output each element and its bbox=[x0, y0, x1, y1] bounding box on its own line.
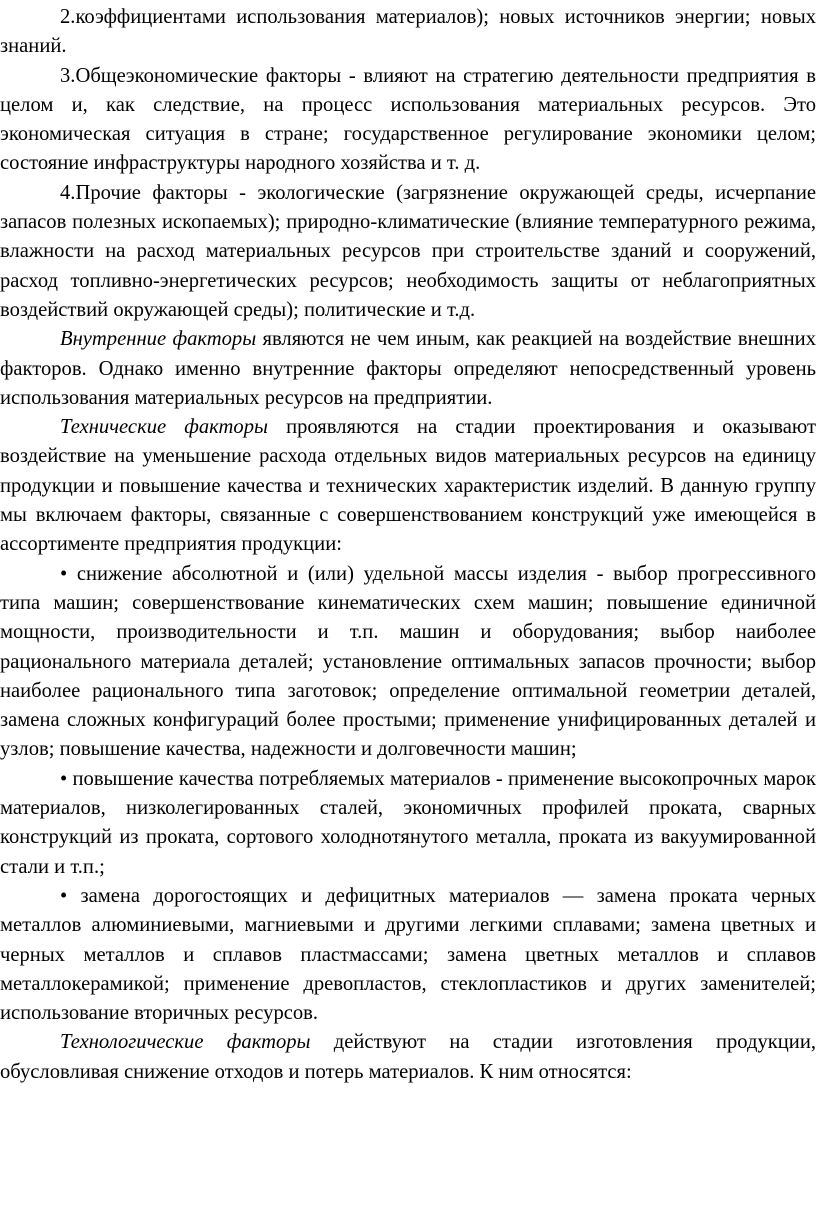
paragraph-text: • замена дорогостоящих и дефицитных материалов — замена проката черных металлов алюминиевыми, магниевыми и другими легкими сплавами; замена цветных и черных металлов и сплавов пластмассами; замена цветных металлов и сплавов металлокерамикой; применение древопластов, стеклопластиков и других заменителей; использование вторичных ресурсов. bbox=[0, 884, 816, 1025]
paragraph-technical-factors bbox=[0, 413, 816, 559]
paragraph-technological-factors bbox=[0, 1028, 816, 1087]
paragraph-text: • повышение качества потребляемых материалов - применение высокопрочных марок материалов, низколегированных сталей, экономичных профилей проката, сварных конструкций из проката, сортового холоднотянутого металла, проката из вакуумированной стали и т.п.; bbox=[0, 767, 816, 878]
paragraph-text: • снижение абсолютной и (или) удельной массы изделия - выбор прогрессивного типа машин; совершенствование кинематических схем машин; повышение единичной мощности, производительности и т.п. машин и оборудования; выбор наиболее рационального материала деталей; установление оптимальных запасов прочности; выбор наиболее рационального типа заготовок; определение оптимальной геометрии деталей, замена сложных конфигураций более простыми; применение унифицированных деталей и узлов; повышение качества, надежности и долговечности машин; bbox=[0, 562, 816, 761]
paragraph-lead-italic: Технологические факторы bbox=[60, 1031, 311, 1054]
paragraph-text: 2.коэффициентами использования материалов); новых источников энергии; новых знаний. bbox=[0, 6, 816, 58]
paragraph-general-economic-factors bbox=[0, 62, 816, 179]
paragraph-text: 3.Общеэкономические факторы - влияют на стратегию деятельности предприятия в целом и, как следствие, на процесс использования материальных ресурсов. Это экономическая ситуация в стране; государственное регулирование экономики целом; состояние инфраструктуры народного хозяйства и т. д. bbox=[0, 64, 816, 175]
paragraph-internal-factors bbox=[0, 325, 816, 413]
paragraph-other-factors bbox=[0, 179, 816, 325]
paragraph-text: являются не чем иным, как реакцией на воздействие внешних факторов. Однако именно внутренние факторы определяют непосредственный уровень использования материальных ресурсов на предприятии. bbox=[0, 328, 816, 409]
paragraph-lead-italic: Технические факторы bbox=[60, 416, 268, 439]
paragraph-lead-italic: Внутренние факторы bbox=[60, 328, 257, 351]
paragraph-text: 4.Прочие факторы - экологические (загрязнение окружающей среды, исчерпание запасов полезных ископаемых); природно-климатические (влияние температурного режима, влажности на расход материальных ресурсов при строительстве зданий и сооружений, расход топливно-энергетических ресурсов; необходимость защиты от неблагоприятных воздействий окружающей среды); политические и т.д. bbox=[0, 181, 816, 321]
bullet-item-material-substitution bbox=[0, 882, 816, 1028]
paragraph-material-coefficients bbox=[0, 3, 816, 62]
bullet-item-mass-reduction bbox=[0, 560, 816, 765]
paragraph-text: действуют на стадии изготовления продукции, обусловливая снижение отходов и потерь материалов. К ним относятся: bbox=[0, 1031, 816, 1083]
paragraph-text: проявляются на стадии проектирования и оказывают воздействие на уменьшение расхода отдельных видов материальных ресурсов на единицу продукции и повышение качества и технических характеристик изделий. В данную группу мы включаем факторы, связанные с совершенствованием конструкций уже имеющейся в ассортименте предприятия продукции: bbox=[0, 416, 816, 556]
bullet-item-material-quality bbox=[0, 765, 816, 882]
